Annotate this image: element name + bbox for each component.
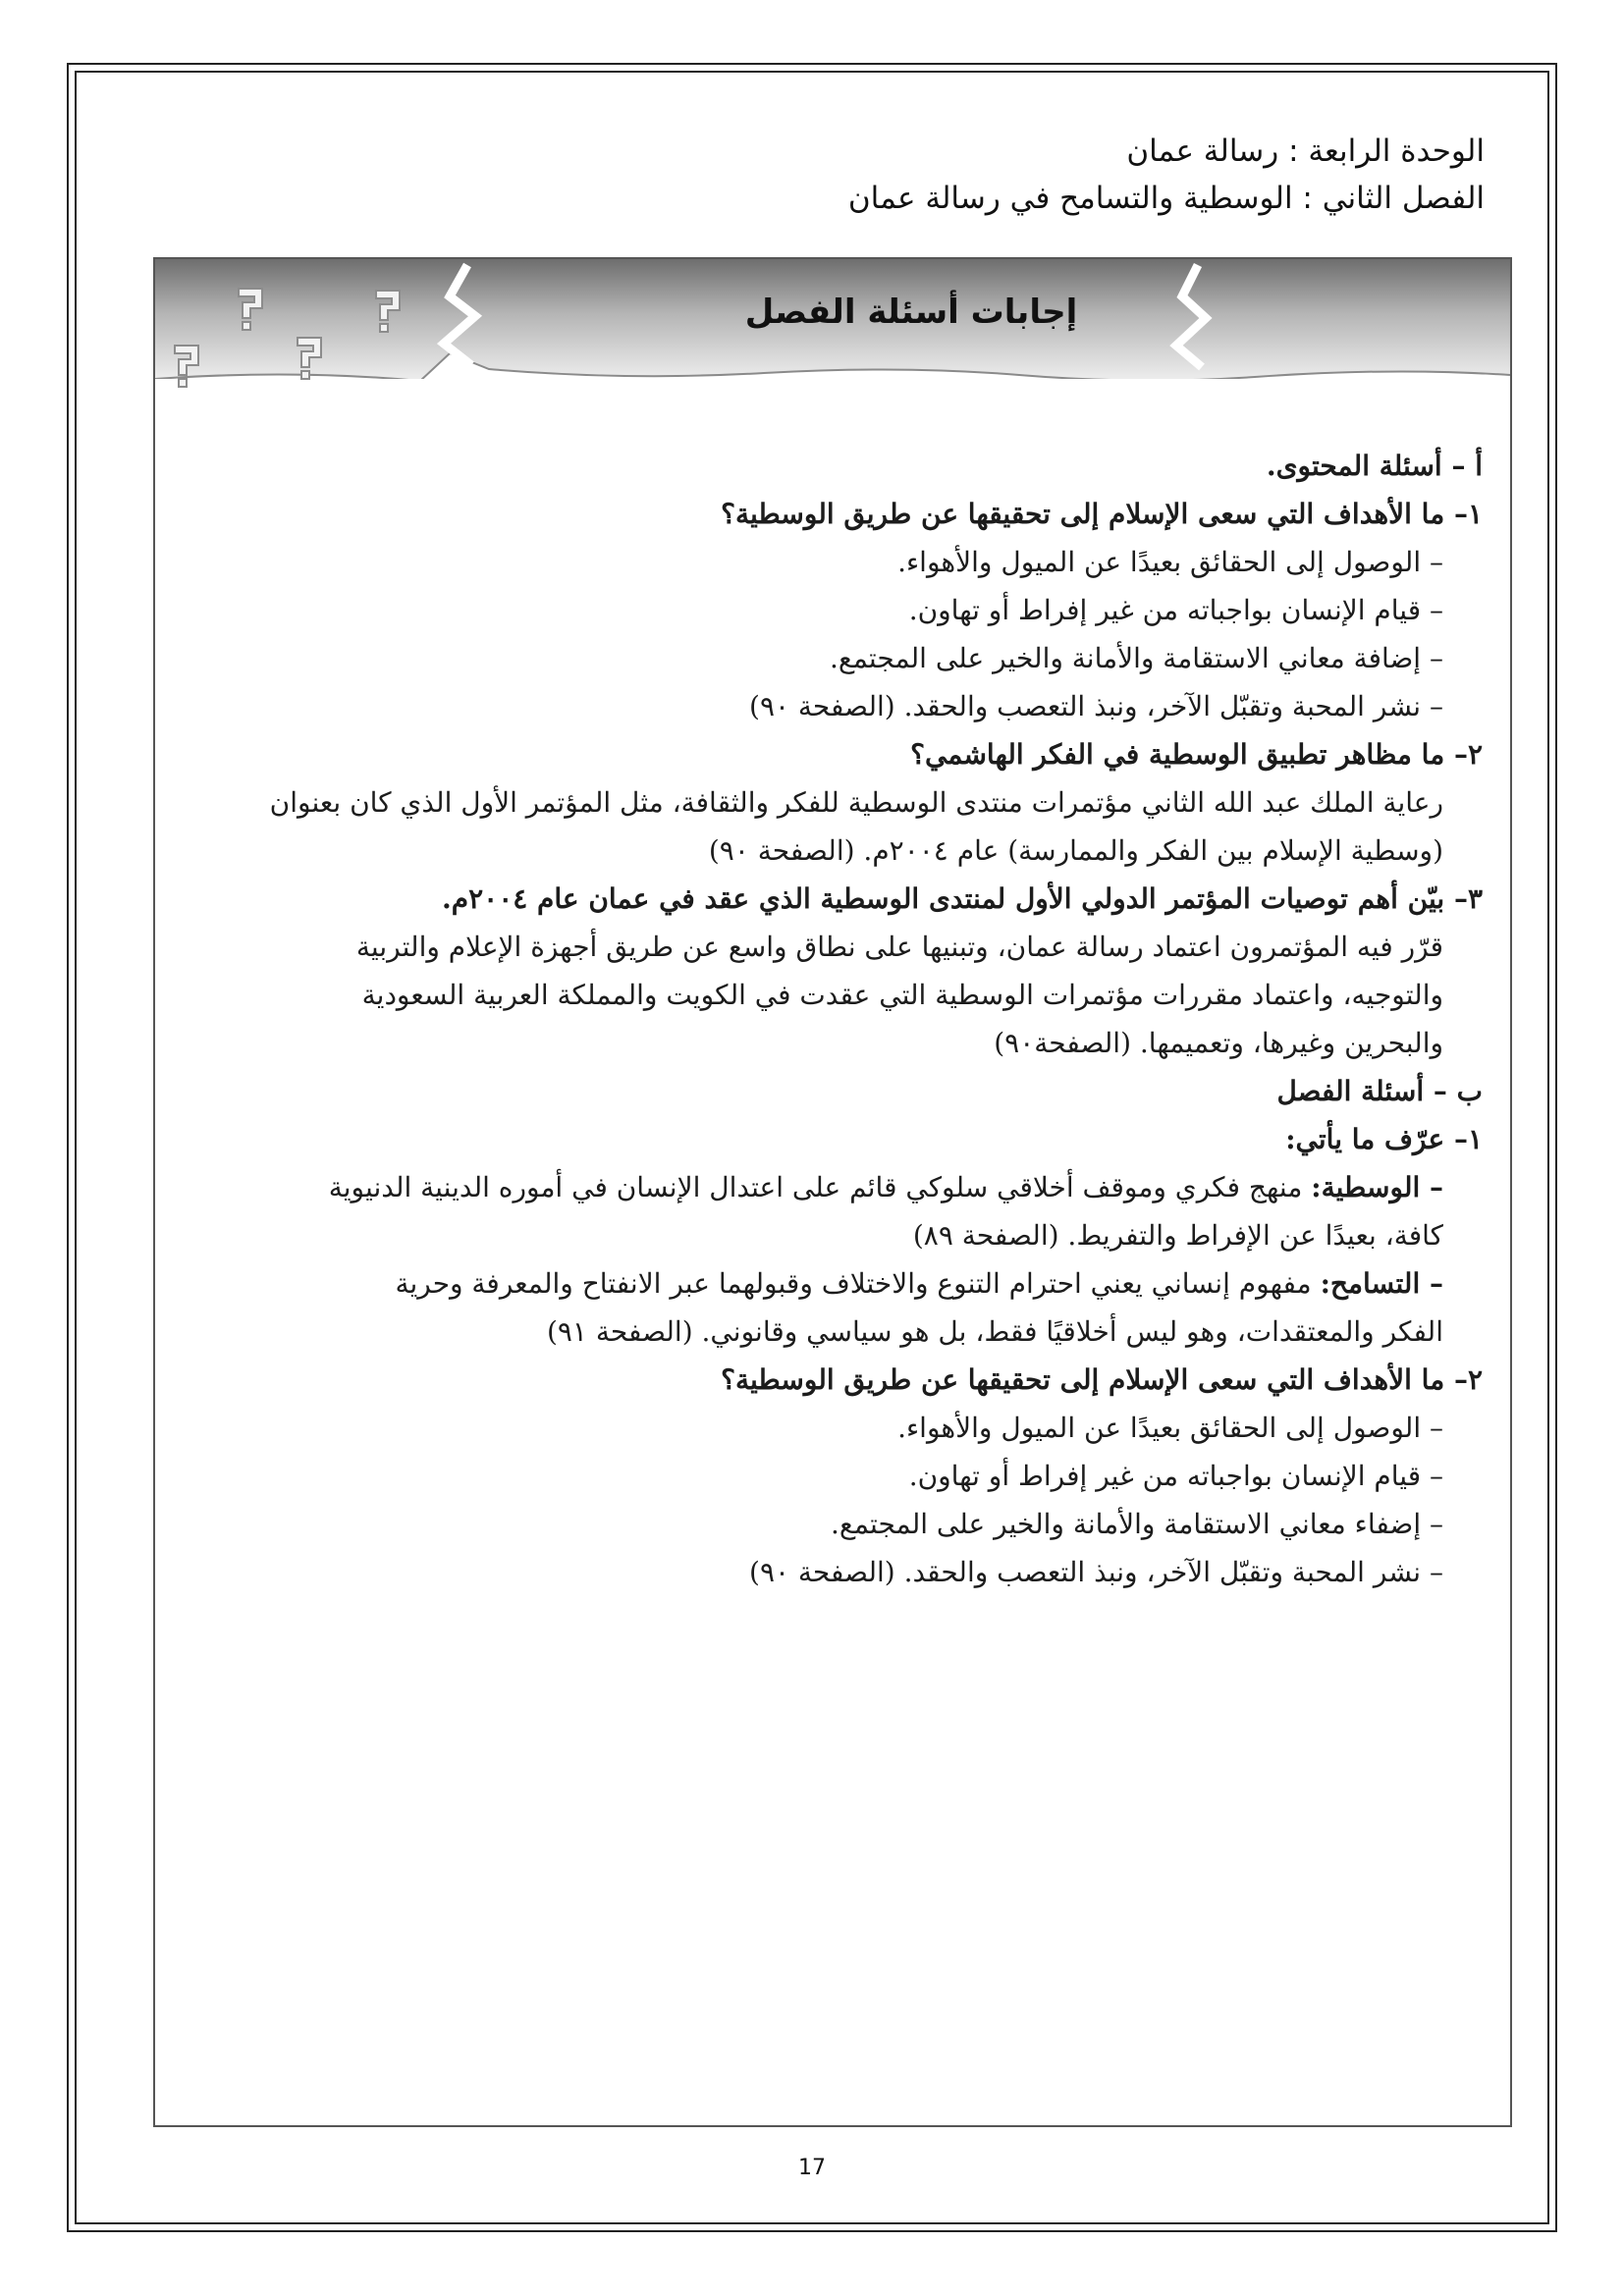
answer-line: (وسطية الإسلام بين الفكر والممارسة) عام ٢٠٠٤م. (الصفحة ٩٠) <box>708 834 1443 867</box>
answer-line: قرّر فيه المؤتمرون اعتماد رسالة عمان، وتبنيها على نطاق واسع عن طريق أجهزة الإعلام والتربية <box>355 931 1443 963</box>
answer-line: رعاية الملك عبد الله الثاني مؤتمرات منتدى الوسطية للفكر والثقافة، مثل المؤتمر الأول الذي كان بعنوان <box>269 786 1443 819</box>
banner-graphic <box>155 259 1510 416</box>
answer-item: – نشر المحبة وتقبّل الآخر، ونبذ التعصب والحقد. (الصفحة ٩٠) <box>749 1556 1443 1588</box>
answer-item: – إضافة معاني الاستقامة والأمانة والخير على المجتمع. <box>829 642 1443 674</box>
definition-line: كافة، بعيدًا عن الإفراط والتفريط. (الصفحة ٨٩) <box>912 1219 1443 1252</box>
banner <box>155 259 1510 416</box>
definition-text: منهج فكري وموقف أخلاقي سلوكي قائم على اعتدال الإنسان في أموره الدينية الدنيوية <box>328 1171 1303 1203</box>
question-a1: ١– ما الأهداف التي سعى الإسلام إلى تحقيقها عن طريق الوسطية؟ <box>721 498 1483 530</box>
definition-tasamuh <box>177 1259 1483 1308</box>
answer-line: والبحرين وغيرها، وتعميمها. (الصفحة٩٠) <box>994 1027 1443 1059</box>
definition-term: – الوسطية: <box>1311 1171 1443 1203</box>
page-number: 17 <box>798 2156 826 2180</box>
section-b-title: ب – أسئلة الفصل <box>1276 1075 1483 1107</box>
definition-wasatiyya <box>177 1163 1483 1211</box>
question-b2: ٢– ما الأهداف التي سعى الإسلام إلى تحقيقها عن طريق الوسطية؟ <box>721 1363 1483 1396</box>
question-a3: ٣– بيّن أهم توصيات المؤتمر الدولي الأول لمنتدى الوسطية الذي عقد في عمان عام ٢٠٠٤م. <box>442 882 1483 915</box>
definition-term: – التسامح: <box>1320 1267 1443 1300</box>
answer-line: والتوجيه، واعتماد مقررات مؤتمرات الوسطية التي عقدت في الكويت والمملكة العربية السعودية <box>361 979 1443 1011</box>
answer-item: – نشر المحبة وتقبّل الآخر، ونبذ التعصب والحقد. (الصفحة ٩٠) <box>749 690 1443 722</box>
section-a-title: أ – أسئلة المحتوى. <box>1266 450 1483 482</box>
answer-item: – قيام الإنسان بواجباته من غير إفراط أو تهاون. <box>908 1460 1443 1492</box>
definition-text: مفهوم إنساني يعني احترام التنوع والاختلاف وقبولهما عبر الانفتاح والمعرفة وحرية <box>395 1267 1312 1300</box>
answer-item: – الوصول إلى الحقائق بعيدًا عن الميول والأهواء. <box>897 546 1443 578</box>
definition-line: الفكر والمعتقدات، وهو ليس أخلاقيًا فقط، بل هو سياسي وقانوني. (الصفحة ٩١) <box>546 1315 1443 1348</box>
page-header <box>306 128 1485 222</box>
banner-title: إجابات أسئلة الفصل <box>744 293 1078 332</box>
answer-item: – قيام الإنسان بواجباته من غير إفراط أو تهاون. <box>908 594 1443 626</box>
answers-content <box>177 442 1483 1596</box>
chapter-title: الفصل الثاني : الوسطية والتسامح في رسالة عمان <box>847 181 1485 216</box>
question-a2: ٢– ما مظاهر تطبيق الوسطية في الفكر الهاشمي؟ <box>910 738 1483 771</box>
question-b1: ١– عرّف ما يأتي: <box>1285 1123 1483 1155</box>
unit-title: الوحدة الرابعة : رسالة عمان <box>1126 133 1485 169</box>
answers-box <box>153 257 1512 2127</box>
answer-item: – الوصول إلى الحقائق بعيدًا عن الميول والأهواء. <box>897 1412 1443 1444</box>
answer-item: – إضفاء معاني الاستقامة والأمانة والخير على المجتمع. <box>831 1508 1443 1540</box>
